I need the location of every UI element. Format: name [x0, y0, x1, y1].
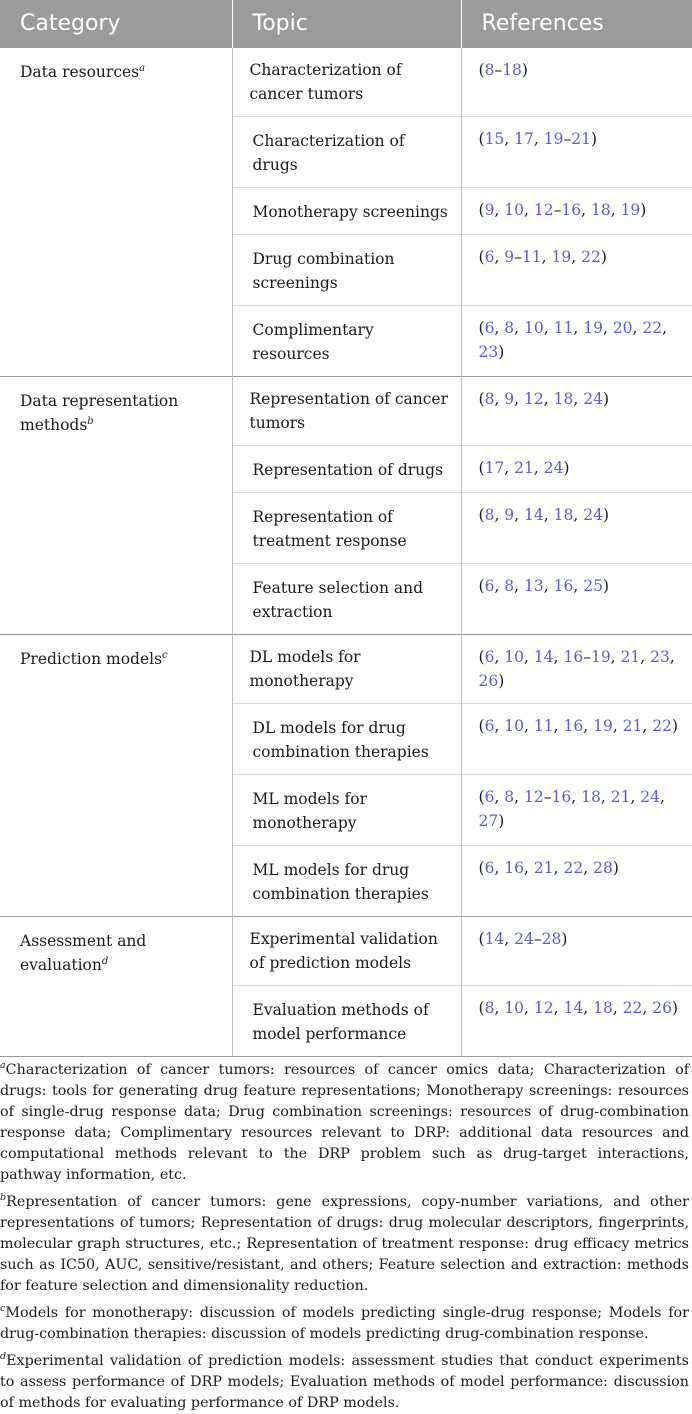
reference-link[interactable]: 8 [484, 390, 495, 408]
references-cell: (8–18) [461, 48, 692, 117]
references-cell: (14, 24–28) [461, 917, 692, 986]
reference-link[interactable]: 16 [553, 577, 574, 595]
reference-link[interactable]: 19 [551, 248, 572, 266]
topic-cell: Feature selection and extraction [232, 564, 461, 635]
reference-link[interactable]: 28 [593, 859, 613, 877]
table-row [0, 377, 692, 446]
reference-link[interactable]: 10 [504, 717, 525, 735]
footnote-mark: a [0, 1060, 6, 1072]
references-cell: (6, 16, 21, 22, 28) [461, 846, 692, 917]
reference-link[interactable]: 11 [533, 717, 554, 735]
topic-cell: ML models for drug combination therapies [232, 846, 461, 917]
reference-link[interactable]: 9 [504, 248, 515, 266]
category-label: Data resources [20, 63, 140, 81]
reference-separator: , [504, 930, 515, 948]
reference-link[interactable]: 19 [583, 319, 603, 337]
reference-separator: , [494, 859, 505, 877]
reference-link[interactable]: 6 [484, 717, 495, 735]
footnote-text: Experimental validation of prediction models: assessment studies that conduct experiments to assess performance of DRP models; Evaluation methods of model performance: discussion of methods for evaluating performance of DRP models. [0, 1353, 689, 1411]
reference-separator: , [514, 506, 525, 524]
reference-separator: , [514, 577, 525, 595]
reference-link[interactable]: 16 [551, 788, 572, 806]
reference-link[interactable]: 6 [484, 788, 495, 806]
reference-link[interactable]: 12 [533, 201, 554, 219]
reference-separator: , [610, 201, 621, 219]
reference-separator: , [494, 577, 505, 595]
reference-link[interactable]: 23 [650, 648, 670, 666]
reference-separator: , [494, 319, 505, 337]
reference-separator: , [600, 788, 611, 806]
references-cell: (6, 8, 10, 11, 19, 20, 22, 23) [461, 306, 692, 377]
reference-separator: , [642, 999, 653, 1017]
category-label: Prediction models [20, 650, 163, 668]
reference-separator: , [543, 577, 554, 595]
reference-link[interactable]: 19 [620, 201, 641, 219]
reference-separator: , [494, 390, 505, 408]
reference-separator: , [543, 506, 554, 524]
reference-link[interactable]: 15 [484, 130, 505, 148]
references-cell: (15, 17, 19–21) [461, 117, 692, 188]
reference-link[interactable]: 21 [533, 859, 554, 877]
reference-separator: , [573, 577, 584, 595]
reference-separator: , [514, 390, 525, 408]
reference-link[interactable]: 24 [543, 459, 564, 477]
reference-link[interactable]: 10 [524, 319, 544, 337]
reference-separator: , [524, 201, 534, 219]
reference-link[interactable]: 11 [553, 319, 574, 337]
footnote [0, 1192, 689, 1297]
topic-cell: DL models for drug combination therapies [232, 704, 461, 775]
reference-link[interactable]: 24 [583, 506, 603, 524]
topic-cell: Characterization of cancer tumors [232, 48, 461, 117]
reference-link[interactable]: 16 [561, 201, 582, 219]
reference-link[interactable]: 12 [524, 788, 544, 806]
reference-link[interactable]: 18 [553, 506, 574, 524]
reference-separator: , [533, 459, 544, 477]
reference-link[interactable]: 17 [484, 459, 505, 477]
topic-cell: Representation of cancer tumors [232, 377, 461, 446]
reference-link[interactable]: 9 [504, 506, 515, 524]
reference-separator: , [669, 648, 675, 666]
reference-link[interactable]: 26 [652, 999, 672, 1017]
reference-link[interactable]: 19 [593, 717, 613, 735]
reference-separator: , [571, 248, 582, 266]
category-label: Assessment and evaluation [20, 932, 147, 974]
reference-separator: , [543, 390, 554, 408]
reference-link[interactable]: 8 [504, 788, 515, 806]
footnote-mark: d [101, 955, 109, 967]
reference-link[interactable]: 11 [521, 248, 542, 266]
reference-link[interactable]: 21 [620, 648, 641, 666]
footnote [0, 1351, 689, 1414]
references-cell: (6, 10, 11, 16, 19, 21, 22) [461, 704, 692, 775]
category-cell [0, 917, 232, 1057]
footnote-text: Representation of cancer tumors: gene expressions, copy-number variations, and other representations of tumors; Representation of drugs: drug molecular descriptors, fingerprints, molecular graph structures, etc.; Representation of treatment response: drug efficacy metrics such as IC50, AUC, sensitive/resistant, and others; Feature selection and extraction: methods for feature selection and dimensionality reduction. [0, 1194, 689, 1294]
category-label: Data representation methods [20, 392, 179, 434]
references-cell: (8, 9, 12, 18, 24) [461, 377, 692, 446]
references-cell: (8, 9, 14, 18, 24) [461, 493, 692, 564]
reference-link[interactable]: 22 [652, 717, 672, 735]
footnote [0, 1060, 689, 1186]
reference-link[interactable]: 8 [484, 61, 495, 79]
reference-link[interactable]: 24 [583, 390, 603, 408]
topic-cell: DL models for monotherapy [232, 635, 461, 704]
references-cell: (8, 10, 12, 14, 18, 22, 26) [461, 986, 692, 1057]
reference-link[interactable]: 10 [504, 648, 525, 666]
reference-link[interactable]: 18 [502, 61, 522, 79]
references-cell: (6, 10, 14, 16–19, 21, 23, 26) [461, 635, 692, 704]
references-cell: (6, 8, 12–16, 18, 21, 24, 27) [461, 775, 692, 846]
reference-separator: , [514, 319, 525, 337]
reference-separator: , [602, 319, 613, 337]
topic-cell: Representation of drugs [232, 446, 461, 493]
reference-link[interactable]: 12 [533, 999, 554, 1017]
reference-separator: – [494, 61, 503, 79]
reference-link[interactable]: 20 [612, 319, 633, 337]
reference-link[interactable]: 18 [581, 788, 601, 806]
topic-cell: Representation of treatment response [232, 493, 461, 564]
reference-separator: , [541, 248, 552, 266]
reference-separator: , [583, 859, 594, 877]
reference-link[interactable]: 18 [590, 201, 611, 219]
reference-separator: , [524, 648, 534, 666]
reference-separator: , [494, 788, 505, 806]
reference-separator: , [504, 130, 515, 148]
footnote-mark: b [0, 1192, 7, 1204]
header-category: Category [0, 0, 232, 48]
reference-link[interactable]: 21 [622, 717, 643, 735]
category-cell [0, 635, 232, 917]
reference-link[interactable]: 12 [524, 390, 544, 408]
reference-separator: – [514, 248, 522, 266]
reference-link[interactable]: 14 [484, 930, 505, 948]
table-row [0, 48, 692, 117]
reference-separator: , [524, 717, 534, 735]
table-bottom-rule [0, 1056, 692, 1057]
reference-separator: , [612, 717, 623, 735]
reference-link[interactable]: 9 [504, 390, 515, 408]
reference-link[interactable]: 6 [484, 319, 495, 337]
reference-link[interactable]: 14 [533, 648, 554, 666]
footnotes [0, 1060, 689, 1414]
reference-separator: , [524, 859, 534, 877]
reference-separator: , [543, 319, 554, 337]
reference-link[interactable]: 6 [484, 577, 495, 595]
reference-link[interactable]: 16 [563, 648, 584, 666]
footnote-mark: a [139, 62, 146, 74]
table-body [0, 48, 692, 1057]
reference-separator: , [581, 201, 591, 219]
footnote-mark: b [87, 415, 94, 427]
reference-link[interactable]: 22 [622, 999, 643, 1017]
reference-separator: , [573, 506, 584, 524]
topic-cell: Characterization of drugs [232, 117, 461, 188]
reference-link[interactable]: 6 [484, 248, 495, 266]
reference-separator: , [524, 999, 534, 1017]
reference-separator: , [494, 648, 505, 666]
reference-separator: , [612, 999, 623, 1017]
topic-cell: Experimental validation of prediction models [232, 917, 461, 986]
references-cell: (17, 21, 24) [461, 446, 692, 493]
reference-link[interactable]: 23 [478, 343, 499, 361]
reference-separator: , [494, 201, 505, 219]
reference-separator: , [583, 717, 594, 735]
reference-separator: , [662, 319, 668, 337]
reference-link[interactable]: 21 [610, 788, 631, 806]
reference-link[interactable]: 10 [504, 999, 525, 1017]
category-cell [0, 48, 232, 377]
reference-link[interactable]: 14 [563, 999, 584, 1017]
reference-link[interactable]: 6 [484, 648, 495, 666]
reference-separator: , [494, 999, 505, 1017]
reference-link[interactable]: 13 [524, 577, 544, 595]
reference-link[interactable]: 9 [484, 201, 495, 219]
reference-link[interactable]: 19 [590, 648, 611, 666]
reference-separator: , [553, 999, 564, 1017]
reference-separator: , [514, 788, 525, 806]
reference-link[interactable]: 24 [514, 930, 534, 948]
reference-separator: , [610, 648, 621, 666]
reference-link[interactable]: 18 [593, 999, 613, 1017]
reference-separator: , [573, 390, 584, 408]
reference-link[interactable]: 16 [504, 859, 525, 877]
reference-separator: , [553, 859, 564, 877]
topic-cell: ML models for monotherapy [232, 775, 461, 846]
reference-link[interactable]: 6 [484, 859, 495, 877]
footnote-text: Models for monotherapy: discussion of models predicting single-drug response; Models for drug-combination therapies: discussion of models predicting drug-combination response. [0, 1305, 689, 1342]
reference-separator: , [533, 130, 544, 148]
reference-link[interactable]: 22 [563, 859, 584, 877]
reference-separator: – [583, 648, 591, 666]
topic-cell: Drug combination screenings [232, 235, 461, 306]
reference-separator: , [583, 999, 594, 1017]
reference-link[interactable]: 27 [478, 812, 499, 830]
reference-separator: , [494, 506, 505, 524]
reference-link[interactable]: 8 [484, 999, 495, 1017]
reference-link[interactable]: 8 [504, 577, 515, 595]
reference-link[interactable]: 10 [504, 201, 525, 219]
reference-separator: , [573, 319, 584, 337]
reference-link[interactable]: 28 [541, 930, 562, 948]
reference-separator: , [571, 788, 582, 806]
reference-separator: – [563, 130, 572, 148]
reference-separator: , [632, 319, 643, 337]
reference-link[interactable]: 17 [514, 130, 534, 148]
table-row [0, 917, 692, 986]
header-row [0, 0, 692, 48]
reference-separator: , [504, 459, 515, 477]
reference-link[interactable]: 24 [640, 788, 661, 806]
table-row [0, 635, 692, 704]
reference-link[interactable]: 21 [514, 459, 534, 477]
reference-separator: , [553, 648, 564, 666]
reference-separator: , [494, 248, 505, 266]
footnote-text: Characterization of cancer tumors: resources of cancer omics data; Characterization of drugs: tools for generating drug feature representations; Monotherapy screenings: resources of single-drug response data; Drug combination screenings: resources of drug-combination response data; Complimentary resources relevant to DRP: additional data resources and computational methods relevant to the DRP problem such as drug-target interactions, pathway information, etc. [0, 1062, 689, 1183]
reference-separator: , [660, 788, 665, 806]
reference-link[interactable]: 22 [581, 248, 601, 266]
reference-separator: , [494, 717, 505, 735]
reference-link[interactable]: 19 [543, 130, 564, 148]
topic-cell: Monotherapy screenings [232, 188, 461, 235]
reference-link[interactable]: 21 [571, 130, 591, 148]
header-references: References [461, 0, 692, 48]
reference-separator: , [640, 648, 651, 666]
reference-link[interactable]: 8 [504, 319, 515, 337]
reference-link[interactable]: 16 [563, 717, 584, 735]
references-cell: (9, 10, 12–16, 18, 19) [461, 188, 692, 235]
references-cell: (6, 9–11, 19, 22) [461, 235, 692, 306]
topic-cell: Complimentary resources [232, 306, 461, 377]
reference-separator: – [533, 930, 542, 948]
reference-link[interactable]: 8 [484, 506, 495, 524]
reference-link[interactable]: 22 [642, 319, 663, 337]
category-cell [0, 377, 232, 635]
reference-separator: – [543, 788, 552, 806]
references-cell: (6, 8, 13, 16, 25) [461, 564, 692, 635]
reference-separator: , [642, 717, 653, 735]
reference-separator: – [553, 201, 562, 219]
reference-link[interactable]: 18 [553, 390, 574, 408]
footnote [0, 1303, 689, 1345]
reference-separator: , [553, 717, 564, 735]
footnote-mark: d [0, 1351, 7, 1363]
topic-cell: Evaluation methods of model performance [232, 986, 461, 1057]
reference-link[interactable]: 14 [524, 506, 544, 524]
footnote-mark: c [0, 1303, 6, 1315]
reference-separator: , [630, 788, 641, 806]
header-topic: Topic [232, 0, 461, 48]
reference-link[interactable]: 26 [478, 672, 499, 690]
reference-link[interactable]: 25 [583, 577, 603, 595]
footnote-mark: c [162, 649, 168, 661]
